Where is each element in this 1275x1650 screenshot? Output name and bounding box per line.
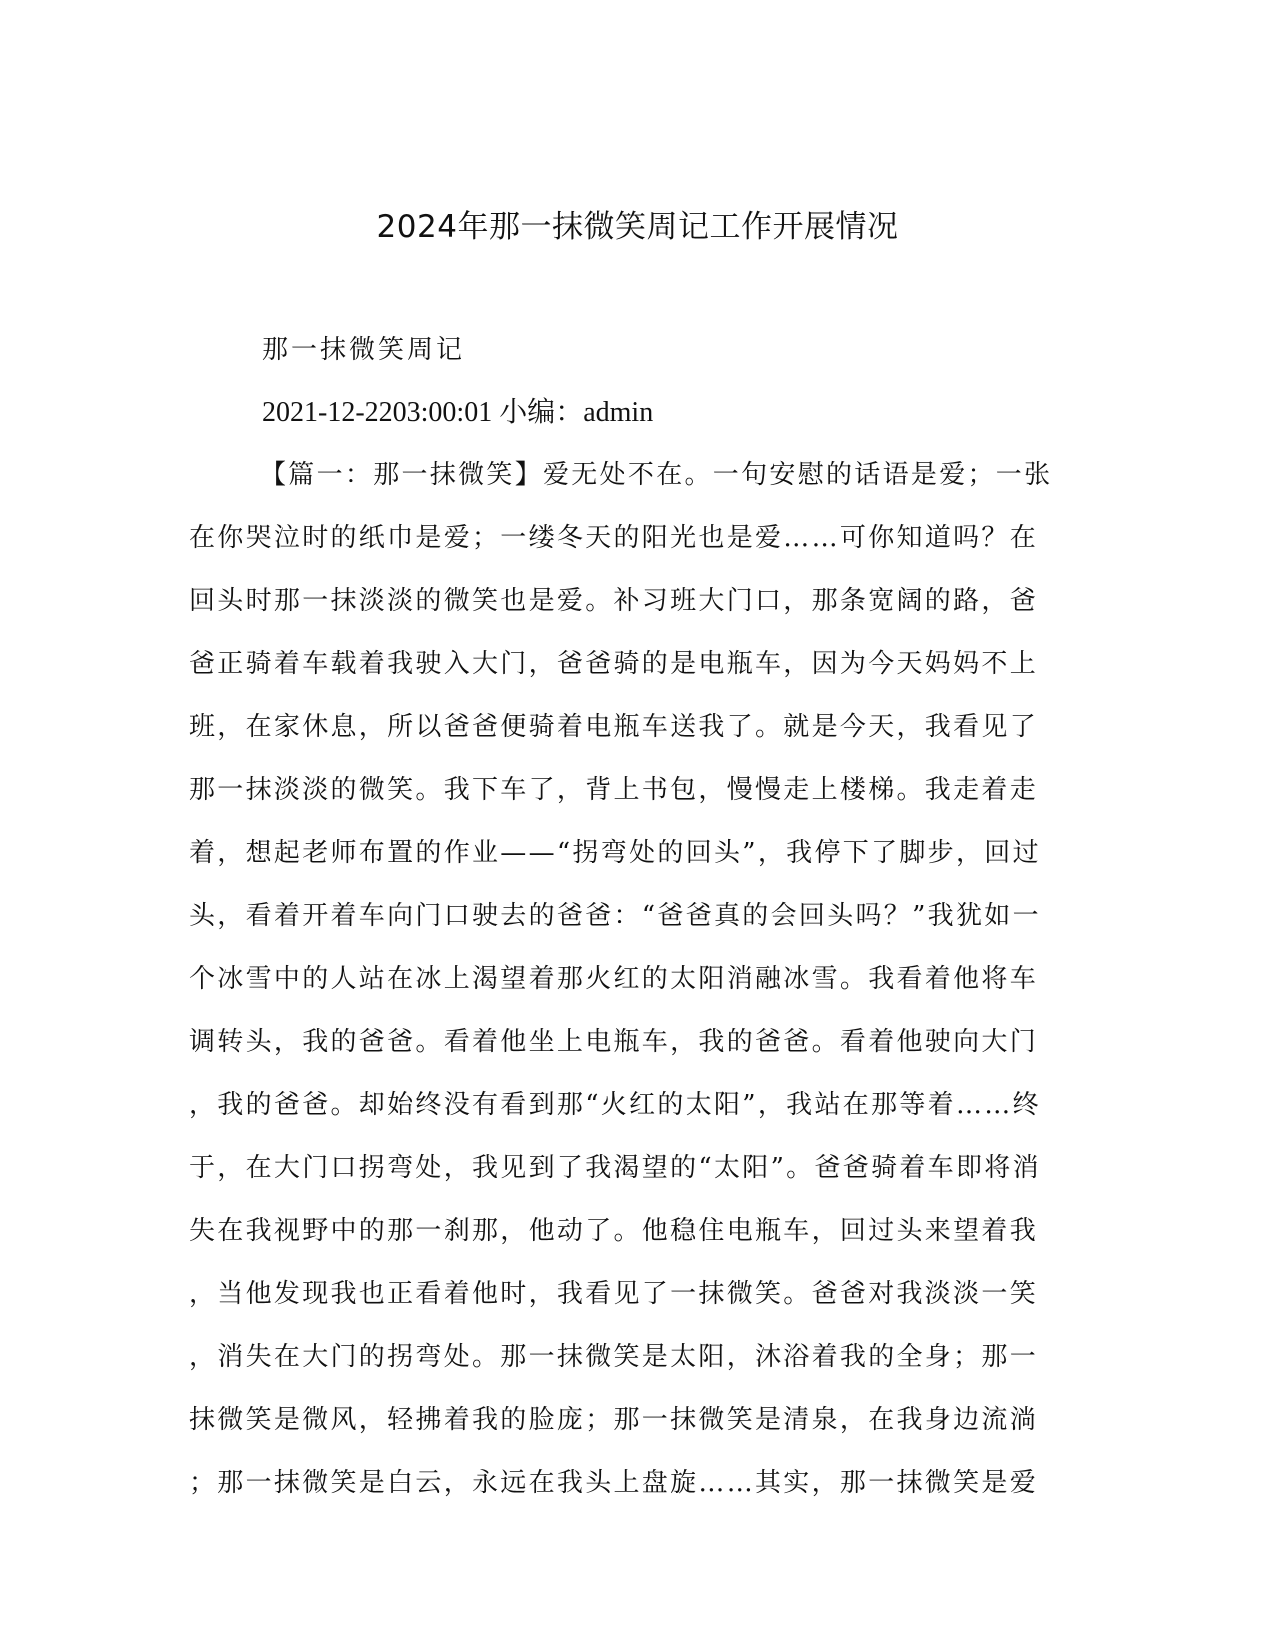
body-line: ；那一抹微笑是白云，永远在我头上盘旋……其实，那一抹微笑是爱 xyxy=(189,1468,1039,1498)
document-title: 2024年那一抹微笑周记工作开展情况 xyxy=(376,209,899,245)
document-subtitle: 那一抹微笑周记 xyxy=(262,335,466,365)
body-line: 个冰雪中的人站在冰上渴望着那火红的太阳消融冰雪。我看着他将车 xyxy=(189,964,1039,994)
body-line: 在你哭泣时的纸巾是爱；一缕冬天的阳光也是爱……可你知道吗？在 xyxy=(189,523,1039,553)
body-line: 抹微笑是微风，轻拂着我的脸庞；那一抹微笑是清泉，在我身边流淌 xyxy=(189,1405,1039,1435)
body-line: 失在我视野中的那一刹那，他动了。他稳住电瓶车，回过头来望着我 xyxy=(189,1216,1039,1246)
body-line: 那一抹淡淡的微笑。我下车了，背上书包，慢慢走上楼梯。我走着走 xyxy=(189,775,1039,805)
body-line: 回头时那一抹淡淡的微笑也是爱。补习班大门口，那条宽阔的路，爸 xyxy=(189,586,1039,616)
article-body xyxy=(189,455,1069,1526)
body-line: 爸正骑着车载着我驶入大门，爸爸骑的是电瓶车，因为今天妈妈不上 xyxy=(189,649,1039,679)
body-line: ，当他发现我也正看着他时，我看见了一抹微笑。爸爸对我淡淡一笑 xyxy=(189,1279,1039,1309)
body-line: 于，在大门口拐弯处，我见到了我渴望的“太阳”。爸爸骑着车即将消 xyxy=(189,1153,1041,1183)
body-line: 着，想起老师布置的作业——“拐弯处的回头”，我停下了脚步，回过 xyxy=(189,838,1041,868)
body-line: 【篇一：那一抹微笑】爱无处不在。一句安慰的话语是爱；一张 xyxy=(260,460,1053,490)
body-line: 班，在家休息，所以爸爸便骑着电瓶车送我了。就是今天，我看见了 xyxy=(189,712,1039,742)
body-line: ，消失在大门的拐弯处。那一抹微笑是太阳，沐浴着我的全身；那一 xyxy=(189,1342,1039,1372)
body-line: 头，看着开着车向门口驶去的爸爸：“爸爸真的会回头吗？”我犹如一 xyxy=(189,901,1041,931)
body-line: 调转头，我的爸爸。看着他坐上电瓶车，我的爸爸。看着他驶向大门 xyxy=(189,1027,1039,1057)
publish-meta: 2021-12-2203:00:01 小编：admin xyxy=(262,397,654,428)
body-line: ，我的爸爸。却始终没有看到那“火红的太阳”，我站在那等着……终 xyxy=(189,1090,1041,1120)
